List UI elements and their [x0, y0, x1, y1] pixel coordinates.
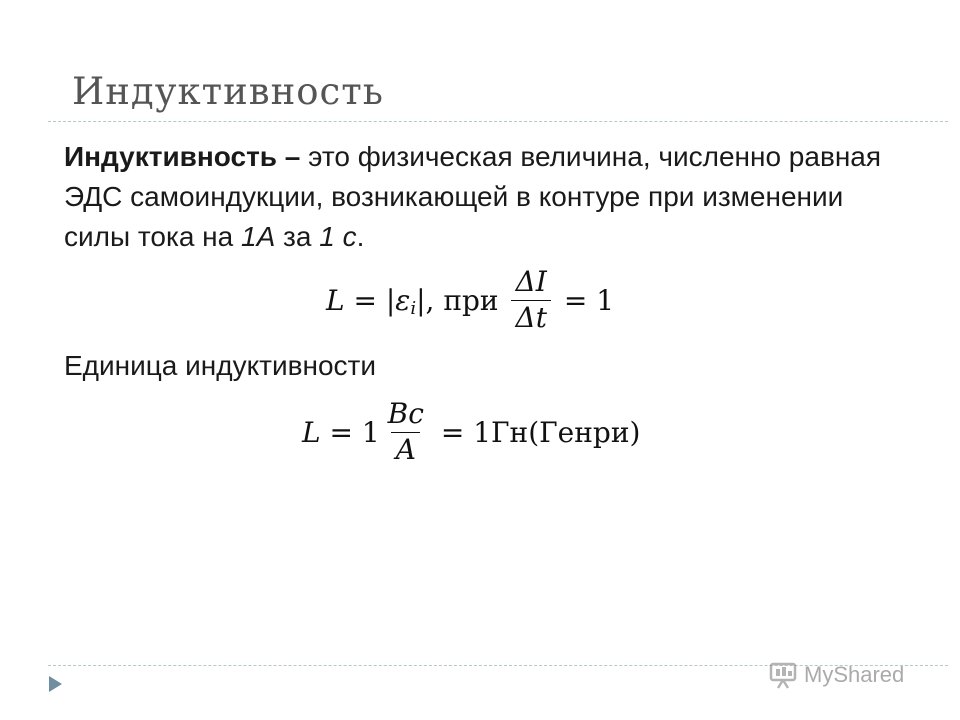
formula-inductance-emf [326, 258, 614, 342]
formula2-lhs: L [302, 415, 321, 449]
definition-text-end: . [356, 221, 365, 252]
value-1a: 1А [241, 221, 276, 252]
definition-text-za: за [275, 221, 320, 252]
formula1-fraction [511, 264, 550, 334]
presentation-board-icon [768, 661, 798, 689]
triangle-bullet-icon [47, 675, 63, 693]
formula1-epsilon-subscript: i [410, 297, 417, 319]
formula1-rhs: = 1 [554, 283, 615, 317]
slide-title: Индуктивность [72, 70, 384, 113]
formula1-lhs: L [326, 283, 345, 317]
definition-paragraph [64, 137, 904, 257]
formula2-eq: = 1 [320, 415, 380, 449]
value-1c: 1 с [319, 221, 357, 252]
formula2-fraction [384, 396, 428, 466]
title-divider [48, 121, 948, 122]
formula2-denominator: А [391, 432, 420, 466]
formula1-eq: = | [344, 283, 396, 317]
formula1-condition: |, при [416, 283, 508, 317]
watermark-logo [768, 658, 904, 692]
formula-henry [302, 390, 640, 474]
definition-text-1: это физическая величина, численно равная ЭДС самоиндукции, возникающей в контуре при изменении силы тока на [64, 141, 882, 252]
unit-label: Единица индуктивности [64, 350, 376, 381]
formula1-denominator: Δt [511, 300, 550, 334]
watermark-text: MyShared [804, 662, 905, 687]
formula1-epsilon: ε [395, 283, 411, 317]
formula2-numerator: Вс [387, 396, 424, 430]
definition-term: Индуктивность – [64, 141, 301, 172]
formula2-rhs: = 1Гн(Генри) [431, 415, 641, 449]
formula1-numerator: ΔI [515, 264, 547, 298]
